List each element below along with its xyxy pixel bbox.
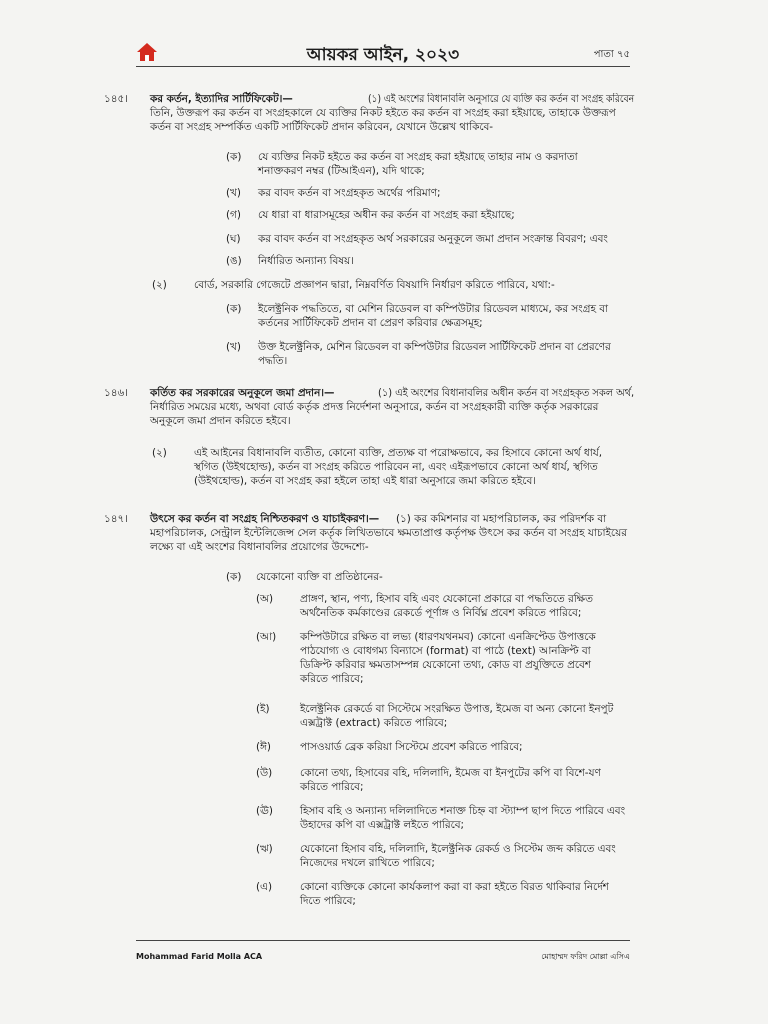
subsection-label: (২) [152,279,167,291]
sub-clause-text: উহাদের কপি বা এক্সট্রাক্ট লইতে পারিবে; [300,819,465,831]
section-heading: কর্তিত কর সরকারের অনুকূলে জমা প্রদান।— [150,387,335,399]
clause-label: (খ) [226,341,241,353]
subsection-label: (২) [152,447,167,459]
sub-clause-text: কোনো ব্যক্তিকে কোনো কার্যকলাপ করা বা করা হইতে বিরত থাকিবার নির্দেশ [300,881,609,893]
page-number: পাতা ৭৫ [593,49,630,60]
sub-clause-text: নিজেদের দখলে রাখিতে পারিবে; [300,857,435,869]
clause-text: যেকোনো ব্যক্তি বা প্রতিষ্ঠানের- [256,571,383,583]
sub-clause-label: (ই) [256,703,270,715]
section-text-line: অনুকূলে জমা প্রদান করিতে হইবে। [150,415,291,427]
sub-clause-text: করিতে পারিবে; [300,781,364,793]
footer-divider [136,940,630,941]
sub-clause-label: (ঈ) [256,741,271,753]
sub-clause-label: (ঋ) [256,843,273,855]
sub-clause-text: কম্পিউটারে রক্ষিত বা লভ্য (ধারণযথনমব) কোনো এনক্রিপ্টেড উপাত্তকে [300,631,596,643]
subsection-text: এই আইনের বিধানাবলি ব্যতীত, কোনো ব্যক্তি, প্রত্যক্ষ বা পরোক্ষভাবে, কর হিসাবে কোনো অর্থ ধার্য, [194,447,603,459]
clause-label: (ক) [226,151,242,163]
clause-label: (ঙ) [226,255,242,267]
clause-text: যে ব্যক্তির নিকট হইতে কর কর্তন বা সংগ্রহ করা হইয়াছে তাহার নাম ও করদাতা [258,151,578,163]
sub-clause-text: হিসাব বহি ও অন্যান্য দলিলাদিতে শনাক্ত চিহ্ন বা স্ট্যাম্প ছাপ দিতে পারিবে এবং [300,805,626,817]
sub-clause-text: পাসওয়ার্ড ব্রেক করিয়া সিস্টেমে প্রবেশ করিতে পারিবে; [300,741,523,753]
sub-clause-label: (আ) [256,631,277,643]
footer-author-en: Mohammad Farid Molla ACA [136,952,263,961]
sub-clause-text: কোনো তথ্য, হিসাবের বহি, দলিলাদি, ইমেজ বা ইনপুটের কপি বা বিশে-যণ [300,767,601,779]
clause-label: (খ) [226,187,241,199]
subsection-text: বোর্ড, সরকারি গেজেটে প্রজ্ঞাপন দ্বারা, নিম্নবর্ণিত বিষয়াদি নির্ধারণ করিতে পারিবে, যথা:- [194,279,555,291]
sub-clause-label: (ঊ) [256,805,273,817]
clause-text: যে ধারা বা ধারাসমূহের অধীন কর কর্তন বা সংগ্রহ করা হইয়াছে; [258,209,515,221]
section-text-line: (১) এই অংশের বিধানাবলির অধীন কর্তন বা সংগ্রহকৃত সকল অর্থ, [378,387,635,399]
section-number: ১৪৬। [104,387,128,399]
section-text-line: (১) কর কমিশনার বা মহাপরিচালক, কর পরিদর্শক বা [396,513,607,525]
footer-author-bn: মোহাম্মদ ফরিদ মোল্লা এসিএ [541,952,630,961]
sub-clause-text: দিতে পারিবে; [300,895,356,907]
sub-clause-text: ইলেক্ট্রনিক রেকর্ডে বা সিস্টেমে সংরক্ষিত উপাত্ত, ইমেজ বা অন্য কোনো ইনপুট [300,703,614,715]
sub-clause-label: (অ) [256,593,274,605]
clause-text: কর বাবদ কর্তন বা সংগ্রহকৃত অর্থের পরিমাণ; [258,187,441,199]
section-number: ১৪৭। [104,513,128,525]
sub-clause-text: প্রাঙ্গণ, স্থান, পণ্য, হিসাব বহি এবং যেকোনো প্রকারে বা পদ্ধতিতে রক্ষিত [300,593,593,605]
page-header [136,40,630,66]
section-text-line: মহাপরিচালক, সেন্ট্রাল ইন্টেলিজেন্স সেল কর্তৃক লিখিতভাবে ক্ষমতাপ্রাপ্ত কর্তৃপক্ষ উৎসে কর কর্তন বা সংগ্রহ যাচাইয়ের [150,527,627,539]
clause-label: (ক) [226,571,242,583]
clause-text: শনাক্তকরণ নম্বর (টিআইএন), যদি থাকে; [258,165,425,177]
sub-clause-text: এক্সট্রাক্ট (extract) করিতে পারিবে; [300,717,448,729]
sub-clause-text: পাঠযোগ্য ও বোধগম্য বিন্যাসে (format) বা পাঠে (text) আনক্রিপ্ট বা [300,645,591,657]
clause-label: (ঘ) [226,233,241,245]
sub-clause-label: (এ) [256,881,273,893]
clause-text: ইলেক্ট্রনিক পদ্ধতিতে, বা মেশিন রিডেবল বা কম্পিউটার রিডেবল মাধ্যমে, কর সংগ্রহ বা [258,303,609,315]
section-text-line: নির্ধারিত সময়ের মধ্যে, অথবা বোর্ড কর্তৃক প্রদত্ত নির্দেশনা অনুসারে, কর্তন বা সংগ্রহকারী ব্যক্তি কর্তৃক সরকারের [150,401,599,413]
section-heading: কর কর্তন, ইত্যাদির সার্টিফিকেট।— [150,93,293,105]
sub-clause-text: ডিক্রিপ্ট করিবার ক্ষমতাসম্পন্ন যেকোনো তথ্য, কোড বা প্রযুক্তিতে প্রবেশ [300,659,591,671]
section-heading: উৎসে কর কর্তন বা সংগ্রহ নিশ্চিতকরণ ও যাচাইকরণ।— [150,513,380,525]
clause-label: (গ) [226,209,241,221]
section-text-line: (১) এই অংশের বিধানাবলি অনুসারে যে ব্যক্তি কর কর্তন বা সংগ্রহ করিবেন [368,93,635,105]
clause-text: পদ্ধতি। [258,355,288,367]
sub-clause-label: (উ) [256,767,273,779]
clause-label: (ক) [226,303,242,315]
sub-clause-text: যেকোনো হিসাব বহি, দলিলাদি, ইলেক্ট্রনিক রেকর্ড ও সিস্টেম জব্দ করিতে এবং [300,843,616,855]
clause-text: কর বাবদ কর্তন বা সংগ্রহকৃত অর্থ সরকারের অনুকূলে জমা প্রদান সংক্রান্ত বিবরণ; এবং [258,233,608,245]
section-text-line: কর্তন বা সংগ্রহ সম্পর্কিত একটি সার্টিফিকেট প্রদান করিবেন, যেখানে উল্লেখ থাকিবে- [150,121,494,133]
section-text-line: লক্ষ্যে বা এই অংশের বিধানাবলির প্রয়োগের উদ্দেশ্যে- [150,541,369,553]
sub-clause-text: করিতে পারিবে; [300,673,364,685]
section-text-line: তিনি, উক্তরূপ কর কর্তন বা সংগ্রহকালে যে ব্যক্তির নিকট হইতে কর কর্তন বা সংগ্রহ করা হইয়াছে, তাহাকে উক্তরূপ [150,107,616,119]
subsection-text: (উইথহোল্ড), কর্তন বা সংগ্রহ করা হইলে তাহা এই ধারা অনুসারে জমা করিতে হইবে। [194,475,536,487]
section-number: ১৪৫। [104,93,128,105]
clause-text: কর্তনের সার্টিফিকেট প্রদান বা প্রেরণ করিবার ক্ষেত্রসমূহ; [258,317,483,329]
header-divider [136,66,630,67]
clause-text: নির্ধারিত অন্যান্য বিষয়। [258,255,354,267]
clause-text: উক্ত ইলেক্ট্রনিক, মেশিন রিডেবল বা কম্পিউটার রিডেবল সার্টিফিকেট প্রদান বা প্রেরণের [258,341,611,353]
subsection-text: স্থগিত (উইথহোল্ড), কর্তন বা সংগ্রহ করিতে পারিবেন না, এবং এইরূপভাবে কোনো অর্থ ধার্য, স্থগিত [194,461,598,473]
page-title: আয়কর আইন, ২০২৩ [306,45,460,65]
sub-clause-text: অর্থনৈতিক কর্মকাণ্ডের রেকর্ডে পূর্ণাঙ্গ ও নির্বিঘ্ন প্রবেশ করিতে পারিবে; [300,607,582,619]
